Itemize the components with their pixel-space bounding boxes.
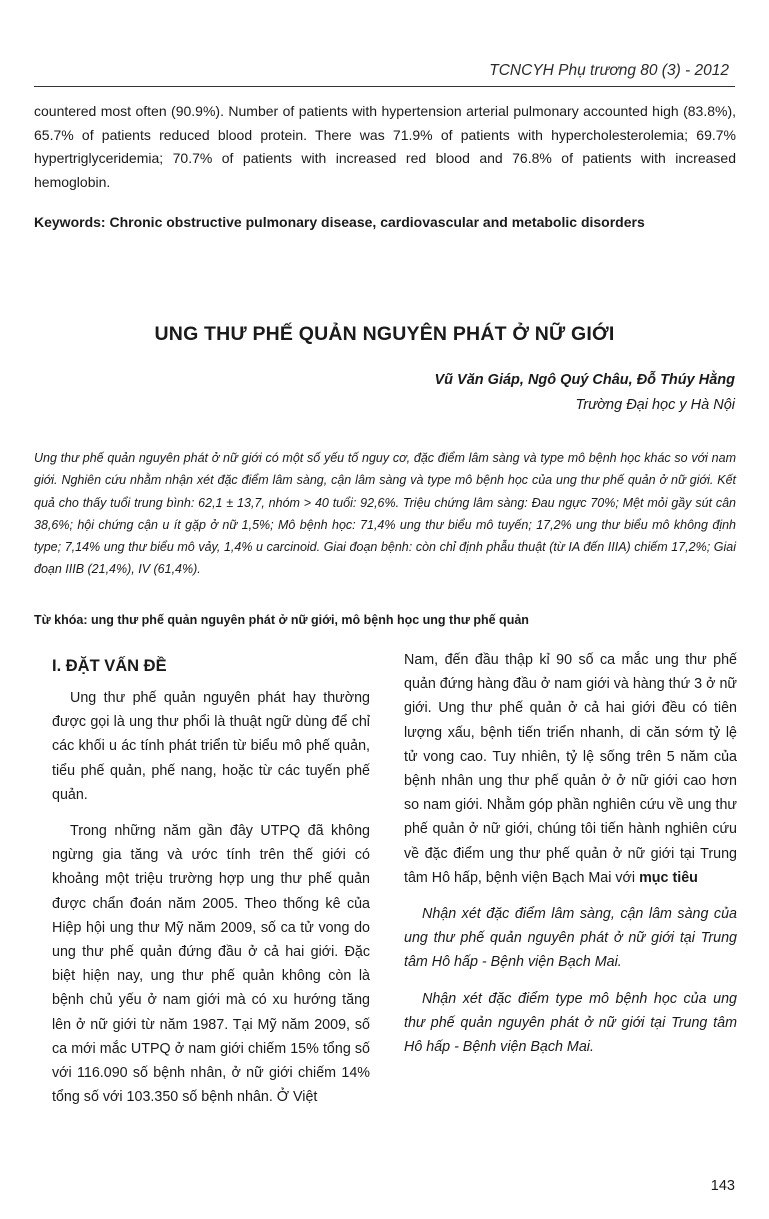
running-header	[34, 58, 735, 87]
body-paragraph-continued	[404, 648, 737, 890]
body-column-left	[52, 648, 370, 1121]
english-abstract-tail: countered most often (90.9%). Number of patients with hypertension arterial pulmonary accounted high (83.8%), 65.7% of patients reduced blood protein. There was 71.9% of patients with hypercholesterolemia; 69.7% hypertriglyceridemia; 70.7% of patients with increased red blood and 76.8% of patients with increased hemoglobin.	[34, 103, 736, 190]
english-keywords: Keywords: Chronic obstructive pulmonary disease, cardiovascular and metabolic disorders	[34, 214, 645, 230]
page-number: 143	[710, 1178, 735, 1194]
body-paragraph: Trong những năm gần đây UTPQ đã không ngừng gia tăng và ước tính trên thế giới có khoảng một triệu trường hợp ung thư phế quản được chẩn đoán năm 2005. Theo thống kê của Hiệp hội ung thư Mỹ năm 2009, số ca tử vong do ung thư phế quản đứng đầu ở cả hai giới. Đặc biệt hiện nay, ung thư phế quản không còn là bệnh chủ yếu ở nam giới mà có xu hướng tăng lên ở nữ giới từ năm 1987. Tại Mỹ năm 2009, số ca mới mắc UTPQ ở nam giới chiếm 15% tổng số với 116.090 số bệnh nhân, ở nữ giới chiếm 14% tổng số với 103.350 số bệnh nhân. Ở Việt	[52, 823, 370, 1106]
vietnamese-abstract: Ung thư phế quản nguyên phát ở nữ giới có một số yếu tố nguy cơ, đặc điểm lâm sàng và type mô bệnh học khác so với nam giới. Nghiên cứu nhằm nhận xét đặc điểm lâm sàng, cận lâm sàng và type mô bệnh học của ung thư phế quản ở nữ giới. Kết quả cho thấy tuổi trung bình: 62,1 ± 13,7, nhóm > 40 tuổi: 92,6%. Triệu chứng lâm sàng: Đau ngực 70%; Mệt mỏi gầy sút cân 38,6%; hội chứng cận u ít gặp ở nữ 1,5%; Mô bệnh học: 71,4% ung thư biểu mô tuyến; 17,2% ung thư biểu mô không định type; 7,14% ung thư biểu mô vảy, 1,4% u carcinoid. Giai đoạn bệnh: còn chỉ định phẫu thuật (từ IA đến IIIA) chiếm 17,2%; Giai đoạn IIIB (21,4%), IV (61,4%).	[34, 451, 736, 577]
body-column-right	[404, 648, 737, 1071]
objectives-label: mục tiêu	[639, 869, 698, 886]
objective-item: Nhận xét đặc điểm type mô bệnh học của ung thư phế quản nguyên phát ở nữ giới tại Trung tâm Hô hấp - Bệnh viện Bạch Mai.	[404, 990, 737, 1056]
article-authors: Vũ Văn Giáp, Ngô Quý Châu, Đỗ Thúy Hằng	[434, 372, 735, 388]
author-affiliation: Trường Đại học y Hà Nội	[575, 397, 735, 413]
article-title: UNG THƯ PHẾ QUẢN NGUYÊN PHÁT Ở NỮ GIỚI	[154, 323, 615, 345]
section-heading: I. ĐẶT VẤN ĐỀ	[52, 657, 167, 675]
objective-item: Nhận xét đặc điểm lâm sàng, cận lâm sàng của ung thư phế quản nguyên phát ở nữ giới tại Trung tâm Hô hấp - Bệnh viện Bạch Mai.	[404, 906, 737, 971]
body-paragraph: Ung thư phế quản nguyên phát hay thường được gọi là ung thư phổi là thuật ngữ dùng để chỉ các khối u ác tính phát triển từ biểu mô phế quản, tiểu phế quản, phế nang, hoặc từ các tuyến phế quản.	[52, 690, 370, 803]
vietnamese-keywords: Từ khóa: ung thư phế quản nguyên phát ở nữ giới, mô bệnh học ung thư phế quản	[34, 613, 529, 627]
paragraph-text: Nam, đến đầu thập kỉ 90 số ca mắc ung thư phế quản đứng hàng đầu ở nam giới và hàng thứ 3 ở nữ giới. Ung thư phế quản ở cả hai giới đều có tiên lượng xấu, bệnh tiến triển nhanh, di căn sớm tỷ lệ tử vong cao. Tuy nhiên, tỷ lệ sống trên 5 năm của bệnh nhân ung thư phế quản ở ở nữ giới cao hơn so nam giới. Nhằm góp phần nghiên cứu về ung thư phế quản ở nữ giới, chúng tôi tiến hành nghiên cứu về đặc điểm ung thư phế quản ở nữ giới tại Trung tâm Hô hấp, bệnh viện Bạch Mai với	[404, 652, 737, 886]
journal-citation: TCNCYH Phụ trương 80 (3) - 2012	[489, 62, 729, 79]
